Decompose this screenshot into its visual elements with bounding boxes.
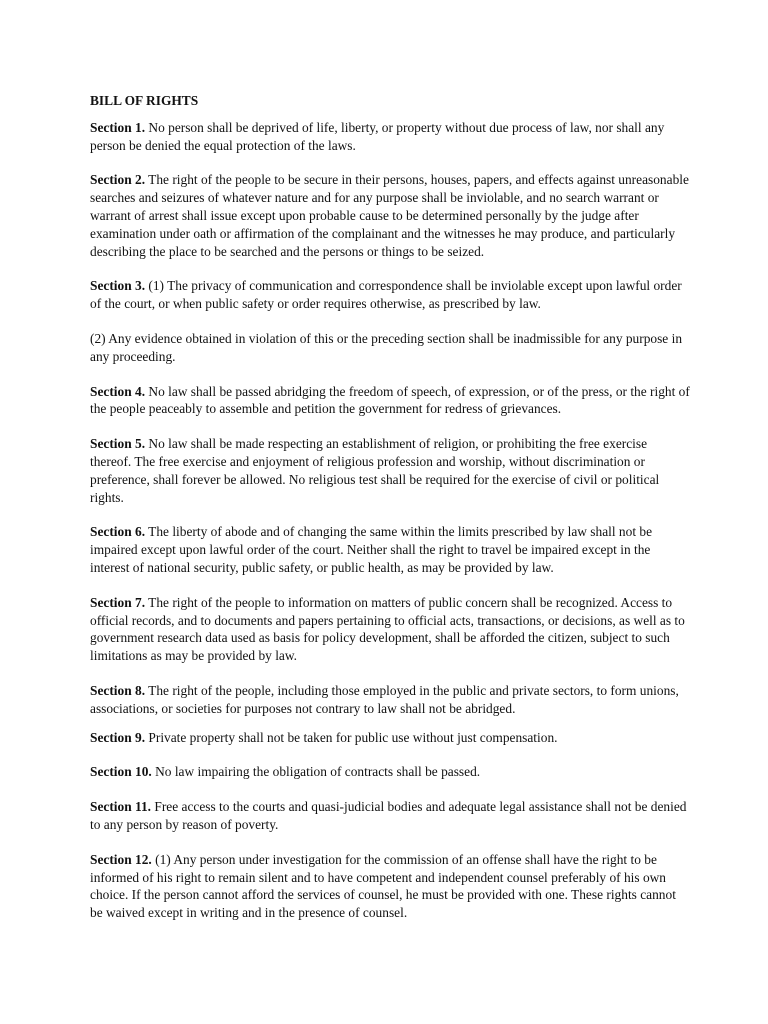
section-label: Section 3. [90,278,146,294]
section-label: Section 10. [90,764,152,780]
section-text: Private property shall not be taken for public use without just compensation. [148,729,558,745]
section-label: Section 1. [90,119,146,135]
document-title: BILL OF RIGHTS [90,93,199,108]
section-label: Section 8. [90,682,146,698]
section-6 [90,523,690,576]
section-label: Section 5. [90,436,146,452]
section-10 [90,763,690,781]
section-5 [90,435,690,506]
section-label: Section 4. [90,383,146,399]
section-3-paragraph-1 [90,277,690,313]
section-label: Section 7. [90,594,146,610]
section-text: (1) Any person under investigation for the commission of an offense shall have the right to be informed of his right to remain silent and to have competent and independent counsel preferably of his own choice. If the person cannot afford the services of counsel, he must be provided with one. These rights cannot be waived except in writing and in the presence of counsel. [90,851,676,921]
section-text: (1) The privacy of communication and correspondence shall be inviolable except upon lawful order of the court, or when public safety or order requires otherwise, as prescribed by law. [90,278,682,312]
section-11 [90,798,690,834]
section-1 [90,119,690,155]
section-2 [90,171,690,260]
section-label: Section 6. [90,524,146,540]
section-label: Section 11. [90,799,152,815]
section-text: No person shall be deprived of life, liberty, or property without due process of law, nor shall any person be denied the equal protection of the laws. [90,119,665,153]
section-text: The right of the people, including those employed in the public and private sectors, to form unions, associations, or societies for purposes not contrary to law shall not be abridged. [90,682,679,716]
section-text: No law shall be passed abridging the freedom of speech, of expression, or of the press, or the right of the people peaceably to assemble and petition the government for redress of grievances. [90,383,690,417]
section-text: No law impairing the obligation of contracts shall be passed. [155,764,481,780]
section-text: The liberty of abode and of changing the same within the limits prescribed by law shall not be impaired except upon lawful order of the court. Neither shall the right to travel be impaired except in the interest of national security, public safety, or public health, as may be provided by law. [90,524,653,575]
section-text: No law shall be made respecting an establishment of religion, or prohibiting the free exercise thereof. The free exercise and enjoyment of religious profession and worship, without discrimination or preference, shall forever be allowed. No religious test shall be required for the exercise of civil or political rights. [90,436,660,505]
section-label: Section 12. [90,851,152,867]
section-text: The right of the people to be secure in their persons, houses, papers, and effects against unreasonable searches and seizures of whatever nature and for any purpose shall be inviolable, and no search warrant or warrant of arrest shall issue except upon probable cause to be determined personally by the judge after examination under oath or affirmation of the complainant and the witnesses he may produce, and particularly describing the place to be searched and the persons or things to be seized. [90,172,689,259]
document-page [90,92,690,939]
section-7 [90,594,690,665]
section-text: Free access to the courts and quasi-judicial bodies and adequate legal assistance shall not be denied to any person by reason of poverty. [90,799,687,832]
section-3-paragraph-2 [90,330,690,366]
section-4 [90,383,690,419]
section-text: (2) Any evidence obtained in violation of this or the preceding section shall be inadmissible for any purpose in any proceeding. [90,330,683,364]
section-label: Section 9. [90,729,146,745]
section-label: Section 2. [90,172,146,188]
section-text: The right of the people to information on matters of public concern shall be recognized. Access to official records, and to documents and papers pertaining to official acts, transactions, or decisions, as well as to government research data used as basis for policy development, shall be afforded the citizen, subject to such limitations as may be provided by law. [90,594,685,664]
section-12 [90,851,690,922]
section-8 [90,682,690,718]
section-9 [90,729,690,747]
